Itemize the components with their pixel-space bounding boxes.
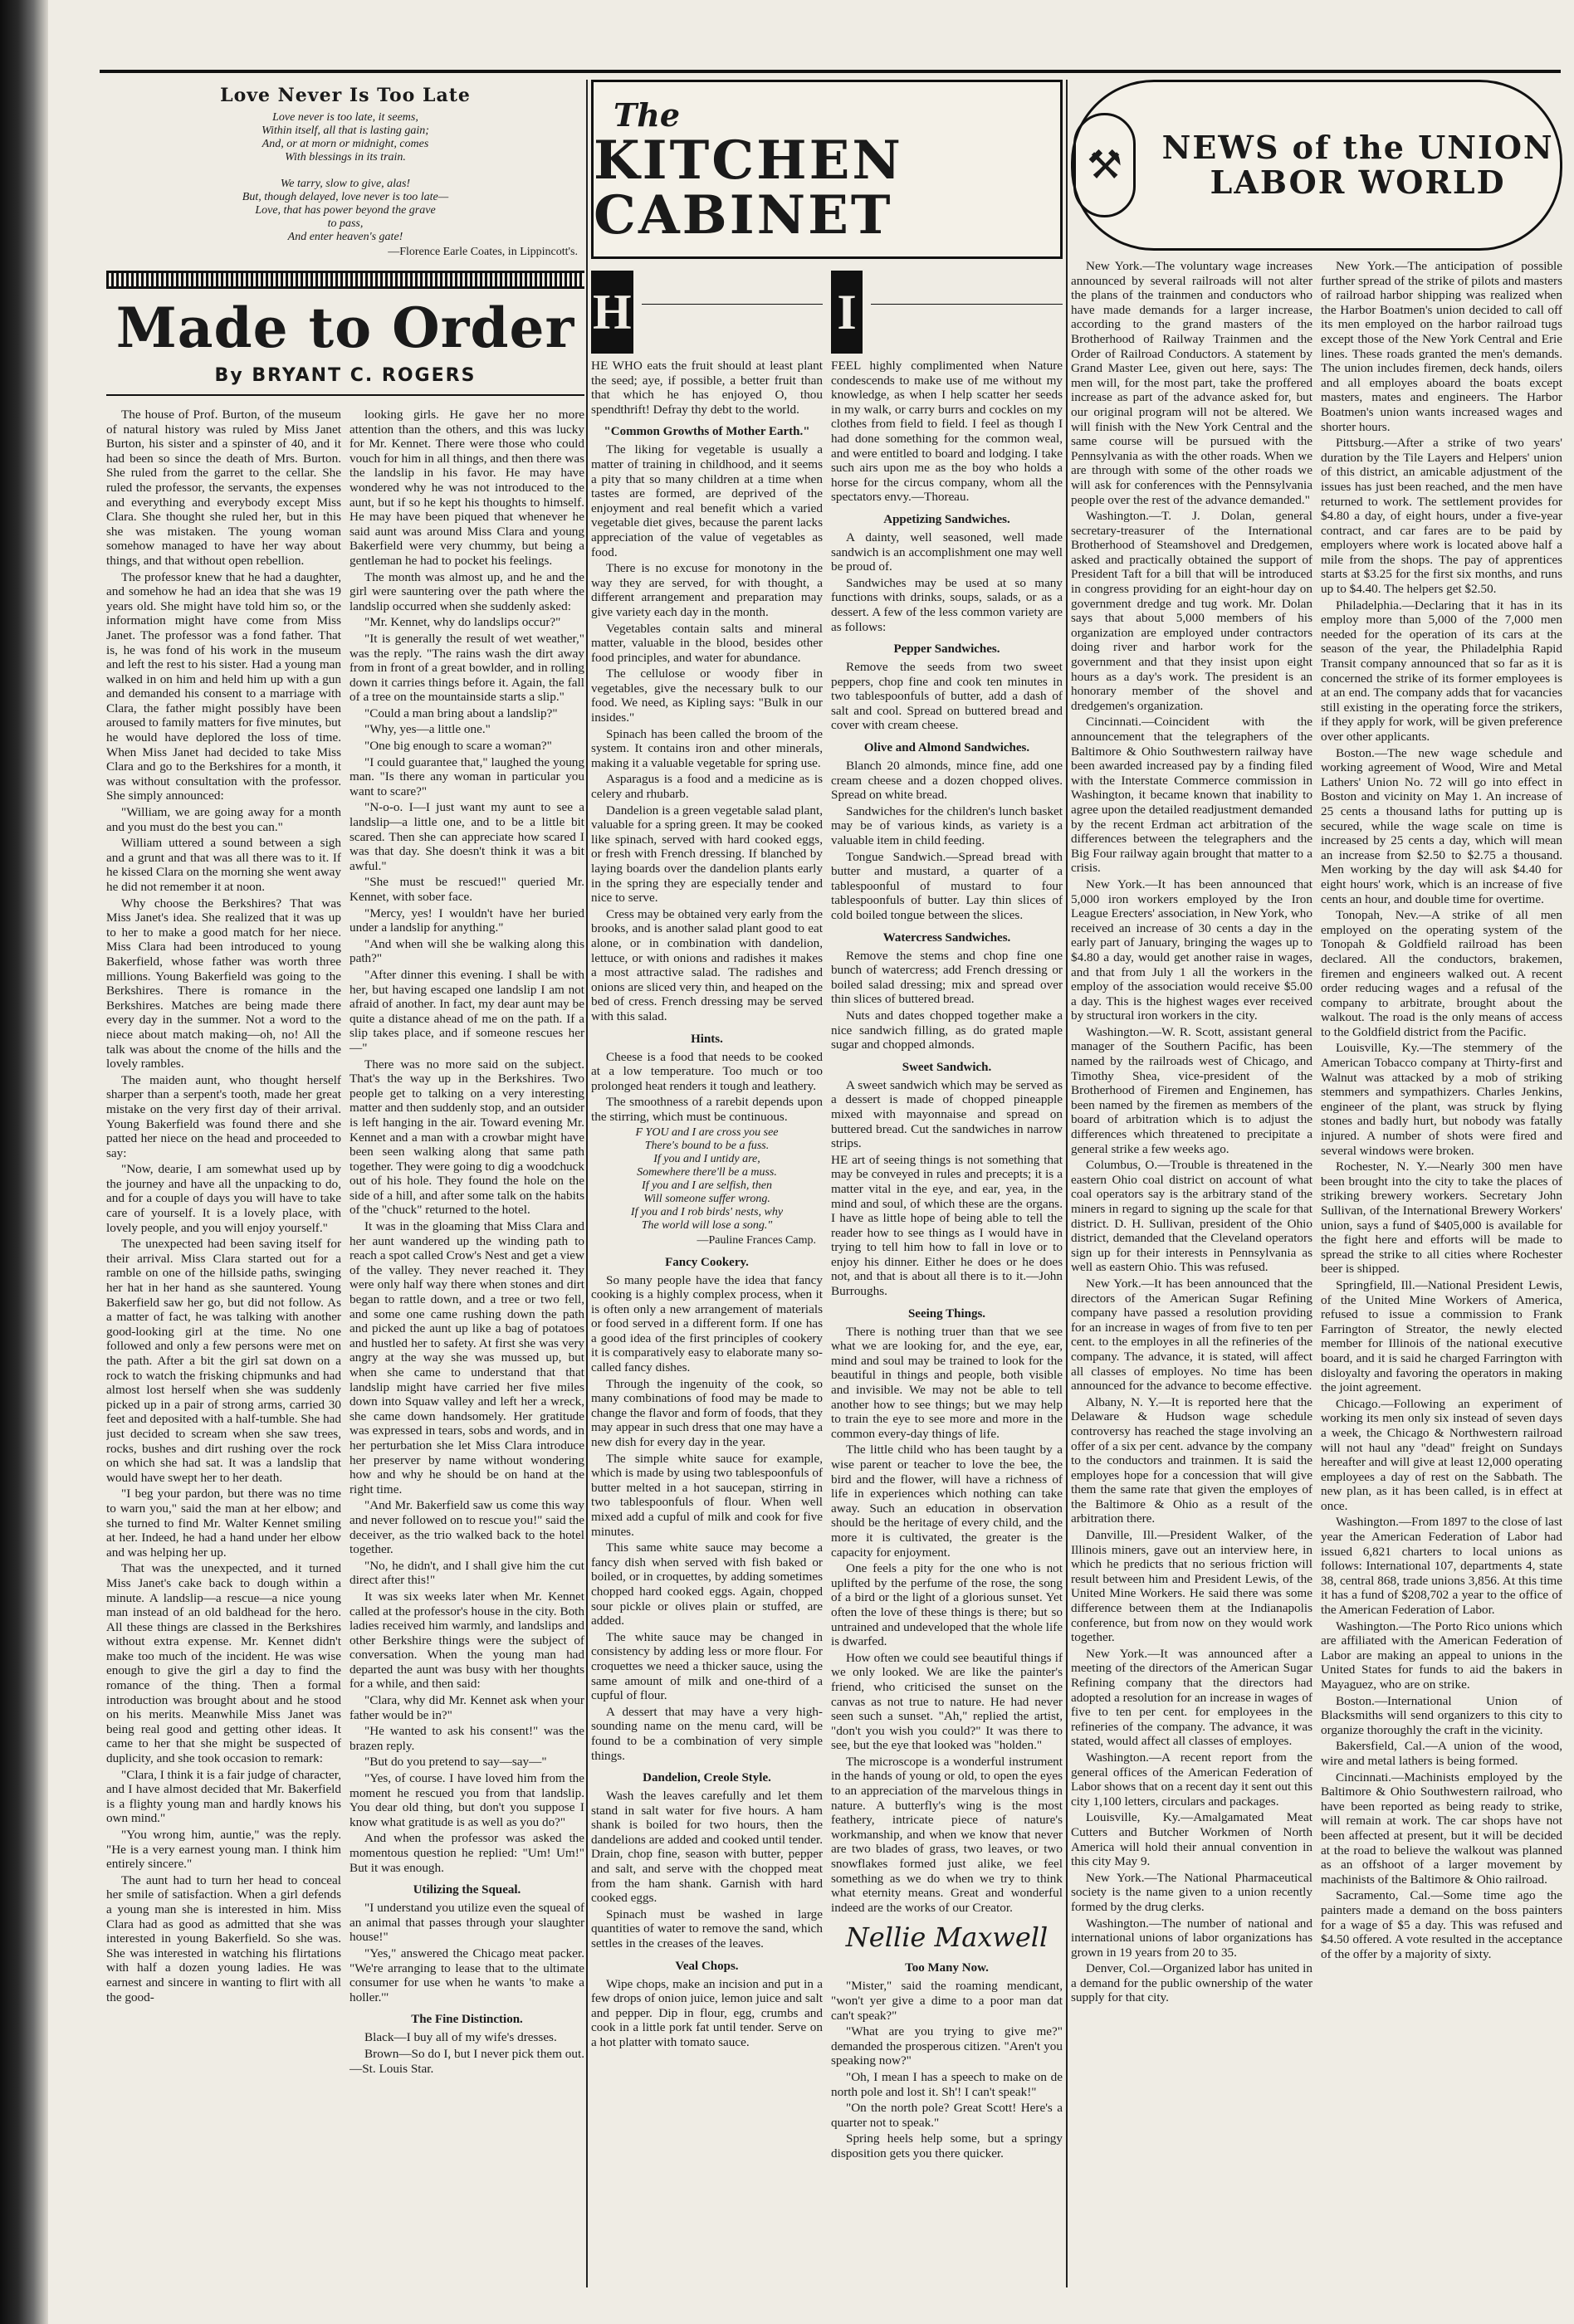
signature: Nellie Maxwell [845,1921,1049,1954]
kitchen-heading: Hints. [691,1032,723,1046]
toomany-paragraph: "On the north pole? Great Scott! Here's a quarter not to speak." [831,2101,1063,2130]
illustration-man-reading [642,271,823,305]
fine-heading: The Fine Distinction. [411,2013,523,2027]
globe-icon: ⚒ [1073,113,1136,217]
sandwich-paragraph: A dainty, well seasoned, well made sandwich is an accomplishment one may well be proud of. [831,530,1063,574]
union-item: Cincinnati.—Machinists employed by the Baltimore & Ohio Southwestern railroad, who have been reported as being ready to strike, will remain at work. The car shops have not been affected at present, but it will be decided at the road to believe the walkout was planned as an offshoot of a larger movement by machinists of the Baltimore & Ohio railroad. [1321,1770,1562,1887]
story-paragraph: "But do you pretend to say—say—" [364,1755,547,1770]
kitchen-text-a [591,266,823,2163]
story-paragraph: That was the unexpected, and it turned Miss Janet's cake back to dough within a minute. A landslip—a rescue—a nice young man instead of an old baldhead for the hero. All these things are classed in the Berkshires without extra expense. Mr. Kennet didn't make too much of the incident. He was wise enough to give the girl a day to find the romance of the thing. Then a formal introduction was brought about and he stood on his merits. Meanwhile Miss Janet was being real good and getting other ideas. It came to her that she might be suspected of duplicity, and she took occasion to remark: [106,1561,341,1766]
column-kitchen [591,80,1063,2287]
union-item: Boston.—International Union of Blacksmiths will send organizers to this city to organize thoroughly the craft in the vicinity. [1321,1693,1562,1737]
column-fiction [106,80,584,2287]
union-item: Pittsburg.—After a strike of two years' duration by the Tile Layers and Helpers' union of this district, an amicable adjustment of the issues has just been reached, and the men have returned to work. The settlement provides for $4.80 a day, of eight hours, under a five-year contract, and car fares are to be paid by employers where work is located above half a mile from the shops. The pay of apprentices starts at $3.25 for the first six months, and runs up to $4.40. The helpers get $2.50. [1321,436,1562,597]
story-paragraph: The house of Prof. Burton, of the museum of natural history was ruled by Miss Janet Burton, his sister and a spinster of 40, and it had been so since the death of Mrs. Burton. She ruled from the garret to the cellar. She ruled the professor, the servants, the expenses and everything and everybody except Miss Clara. She thought she ruled her, but in this she was mistaken. The young woman somehow managed to have her way about things, and that without open rebellion. [106,408,341,568]
seeing-paragraph: The microscope is a wonderful instrument in the hands of young or old, to open the eyes to an appreciation of the marvelous things in nature. A butterfly's wing is the most feathery, intricate piece of nature's workmanship, and when we know that never are two blades of grass, two leaves, or two snowflakes formed just alike, we feel something as we do when we try to think what eternity means. Great and wonderful indeed are the works of our Creator. [831,1754,1063,1915]
story-paragraph: And when the professor was asked the momentous question he replied: "Um! Um!" But it was enough. [350,1831,584,1875]
union-item: New York.—The National Pharmaceutical society is the name given to a union recently formed by the drug clerks. [1071,1870,1312,1914]
poem-title: Love Never Is Too Late [220,85,471,106]
watercress-heading: Watercress Sandwiches. [882,930,1011,945]
column-rule [586,80,588,2287]
olive-paragraph: Blanch 20 almonds, mince fine, add one cream cheese and a dozen chopped olives. Spread on white bread. [831,759,1063,803]
poem-credit: —Florence Earle Coates, in Lippincott's. [388,246,578,258]
union-item: New York.—The voluntary wage increases announced by several railroads will not alter the plans of the trainmen and conductors who have made demands for a larger increase, according to the grand masters of the Brotherhood of Railway Trainmen and the Order of Railroad Conductors. A statement by Grand Master Lee, given out here, says: The men will, for the most part, take the proffered increase as part of the advance asked for, but our original program will not be altered. We will finish with the New York Central and the same course will be pursued with the Pennsylvania as with the other roads. When we are through with some of the other roads we will ask for conferences with the Pennsylvania people over the rest of the advance demanded." [1071,259,1312,507]
toomany-paragraph: "Oh, I mean I has a speech to make on de north pole and lost it. Sh'! I can't speak!" [831,2069,1063,2099]
union-item: Danville, Ill.—President Walker, of the Illinois miners, gave out an interview here, in which he predicts that no serious friction will result between him and President Lewis, of the United Mine Workers. He said there was some difference between them at the Indianapolis conference, but from now on they would work together. [1071,1528,1312,1645]
union-item: New York.—It has been announced that the directors of the American Sugar Refining company have passed a resolution providing for an increase in wages of from five to ten per cent. to the employes in all the refineries of the company. The advance, it is stated, will affect all classes of employes. No time has been announced for the advance to become effective. [1071,1276,1312,1394]
squeal-paragraph: "Yes," answered the Chicago meat packer. "We're arranging to lease that to the ultimate consumer for use when he wants 'to make a holler.'" [350,1946,584,2004]
fancy-paragraph: Through the ingenuity of the cook, so many combinations of food may be made to change the flavor and form of foods, that they may appear in such dress that one may have a new dish for every day in the year. [591,1376,823,1450]
union-banner-title: NEWS of the UNION LABOR WORLD [1161,129,1554,201]
story-text-b [350,408,584,2077]
union-item: Chicago.—Following an experiment of working its men only six instead of seven days a week, the Chicago & Northwestern railroad will not haul any "dead" freight on Sundays hereafter and will give at least 12,000 operating employees a day of rest on the Sabbath. The new plan, as it has been called, is in effect at once. [1321,1396,1562,1513]
story-paragraph: "He wanted to ask his consent!" was the brazen reply. [350,1724,584,1753]
olive-paragraph: Tongue Sandwich.—Spread bread with butter and mustard, a quarter of a tablespoonful of mustard to four tablespoonfuls of butter. Lay thin slices of cold boiled tongue between the slices. [831,849,1063,922]
kitchen-heading: "Common Growths of Mother Earth." [604,425,810,439]
kitchen-paragraph: Asparagus is a food and a medicine as is celery and rhubarb. [591,772,823,802]
union-item: Washington.—The number of national and international unions of labor organizations has grown in 19 years from 20 to 35. [1071,1916,1312,1960]
story-paragraph: The unexpected had been saving itself for their arrival. Miss Clara started out for a ramble on one of the hillside paths, swinging her hat in her hand as she sauntered. Young Bakerfield saw her go, but did not follow. As a matter of fact, he was talking with another good-looking girl at the time. No one followed and only a few persons were met on the path. After a bit the girl sat down on a rock to watch the frisking chipmunks and had almost lost herself when she was suddenly picked up in a pair of strong arms, carried 30 feet and deposited with a half-tumble. She had just decided to scream when she saw trees, rocks, bushes and dirt rushing over the rock on which she had sat. It was a landslip that would have swept her to her death. [106,1237,341,1485]
union-banner [1071,80,1562,251]
story-paragraph: "And when will she be walking along this path?" [350,936,584,966]
sweet-heading: Sweet Sandwich. [902,1060,992,1074]
story-paragraph: There was no more said on the subject. That's the way up in the Berkshires. Two people get to talking on a very interesting matter and then suddenly stop, and an outsider is left hanging in the air. Toward evening Mr. Kennet and a man with a crowbar might have been seen walking along that same path together. They were going to dig a woodchuck out of his hole. They found the hole on the side of a hill, and after some talk on the habits of the "chuck" returned to the hotel. [350,1057,584,1218]
top-rule [100,70,1561,73]
story-paragraph: "Clara, I think it is a fair judge of character, and I have almost decided that Mr. Bakerfield is a flighty young man and hardly knows his own mind." [106,1767,341,1826]
story-paragraph: "Yes, of course. I have loved him from the moment he rescued you from that landslip. You dear old thing, but don't you suppose I know what gratitude is as well as you do?" [350,1771,584,1829]
kitchen-paragraph: There is no excuse for monotony in the way they are served, for with thought, a different arrangement and preparation may give variety each day in the month. [591,561,823,619]
story-paragraph: The aunt had to turn her head to conceal her smile of satisfaction. When a girl defends a young man she is interested in him. Miss Clara had as good as admitted that she was interested in young Bakerfield. So she was. She was interested in watching his flirtations with half a dozen young ladies. He was earnest and sincere in wanting to flirt with all the good- [106,1872,341,2004]
story-paragraph: "I beg your pardon, but there was no time to warn you," said the man at her elbow; and she turned to find Mr. Walter Kennet smiling at her. Indeed, he had a hand under her elbow and was helping her up. [106,1487,341,1560]
dandelion-heading: Dandelion, Creole Style. [643,1771,771,1785]
toomany-heading: Too Many Now. [905,1961,989,1975]
sandwich-heading: Appetizing Sandwiches. [883,512,1010,526]
story-paragraph: It was in the gloaming that Miss Clara and her aunt wandered up the winding path to reach a spot called Crow's Nest and get a view of the valley. They never reached it. They were only half way there when stones and dirt began to rattle down, and a tree or two fell, and some one came rushing down the path and picked the aunt up like a bag of potatoes and hustled her to safety. At first she was very angry at the way she was mussed up, but when she came to understand that that landslip might have carried her five miles down into Squaw valley and left her a wreck, she came down handsomely. Her gratitude was expressed in tears, sobs and words, and in her perturbation she let Miss Clara introduce her preserver by name without wondering how and why he should be on hand at the right time. [350,1219,584,1496]
union-item: New York.—It has been announced that 5,000 iron workers employed by the Iron League Erecters' association, in New York, who received an increase of 30 cents a day in the early part of January, bringing the wages up to $4.80 a day, would get another raise in wages, and that from July 1 all the workers in the employ of the association would receive $5.00 a day. This is the highest wages ever received by structural iron workers in the city. [1071,876,1312,1023]
union-item: Columbus, O.—Trouble is threatened in the eastern Ohio coal district on account of what coal operators say is the arbitrary stand of the miners in regard to signing up the scale for that district. D. H. Sullivan, president of the Ohio district, demanded that the Cleveland operators sign up for their interests in Pennsylvania as well as eastern Ohio. This was refused. [1071,1158,1312,1275]
story-paragraph: "She must be rescued!" queried Mr. Kennet, with sober face. [350,875,584,904]
fine-paragraph: Brown—So do I, but I never pick them out.—St. Louis Star. [350,2046,584,2076]
story-paragraph: "William, we are going away for a month and you must do the best you can." [106,805,341,834]
seeing-paragraph: The little child who has been taught by a wise parent or teacher to love the bee, the bird and the flower, will have a richness of life in experiences which nothing can take away. Such an education in observation should be the heritage of every child, and the more it is cultivated, the greater is the capacity for enjoyment. [831,1443,1063,1560]
union-item: Sacramento, Cal.—Some time ago the painters made a demand on the boss painters for a wage of $5 a day. This was refused and $4.50 offered. A vote resulted in the acceptance of the offer by a majority of sixty. [1321,1888,1562,1961]
union-item: Louisville, Ky.—The stemmery of the American Tobacco company at Thirty-first and Walnut was attacked by a mob of striking stemmers and sympathizers. Charles Jenkins, engineer of the plant, was struck by flying stones and badly hurt, but nobody was fatally injured. A number of shots were fired and several windows were broken. [1321,1041,1562,1158]
poem-lines: Love never is too late, it seems, Within itself, all that is lasting gain; And, or at morn or midnight, comes With blessings in its train. We tarry, slow to give, alas! But, though delayed, love never is too late— Love, that has power beyond the grave to pass, And enter heaven's gate! [242,111,449,243]
kitchen-banner-the: The [613,95,681,134]
union-item: Albany, N. Y.—It is reported here that the Delaware & Hudson wage schedule controversy has reached the stage involving an offer of a six per cent. advance by the company to the conductors and trainmen. It is said the employes hope for a concession that will give them the same rate that given the employes of the Baltimore & Ohio as a result of the arbitration there. [1071,1394,1312,1526]
story-paragraph: "No, he didn't, and I shall give him the cut direct after this!" [350,1558,584,1588]
kitchen-paragraph: Spinach has been called the broom of the system. It contains iron and other minerals, making it a valuable vegetable for spring use. [591,726,823,770]
union-item: Denver, Col.—Organized labor has united in a demand for the public ownership of the water supply for that city. [1071,1961,1312,2005]
drop-cap-i: I [831,271,863,354]
story-paragraph: "Now, dearie, I am somewhat used up by the journey and have all the unpacking to do, and for a couple of days you will have to take care of yourself. It is a lovely place, with lovely people, and you will enjoy yourself." [106,1162,341,1235]
union-item: Bakersfield, Cal.—A union of the wood, wire and metal lathers is being formed. [1321,1739,1562,1768]
fancy-paragraph: The white sauce may be changed in consistency by adding less or more flour. For croquettes we need a thicker sauce, using the same amount of milk and one-third of a cupful of flour. [591,1629,823,1703]
kitchen-paragraph: Cheese is a food that needs to be cooked at a low temperature. Too much or too prolonged heat renders it tough and leathery. [591,1049,823,1093]
poem-box [106,85,584,259]
column-union [1071,80,1562,2287]
story-paragraph: "Could a man bring about a landslip?" [364,706,558,720]
story-paragraph: "Clara, why did Mr. Kennet ask when your father would be in?" [350,1693,584,1722]
kitchen-paragraph: The liking for vegetable is usually a matter of training in childhood, and it seems a pity that so many children at a time when tastes are formed, are deprived of the enjoyment and real benefit which a varied vegetable diet gives, because the parent lacks appreciation of the value of vegetables as food. [591,442,823,559]
toomany-paragraph: Spring heels help some, but a springy disposition gets you there quicker. [831,2131,1063,2160]
union-text-b [1321,259,1562,2007]
union-item: Rochester, N. Y.—Nearly 300 men have been brought into the city to take the places of striking brewery workers. Secretary John Sullivan, of the International Brewery Workers' union, says a fund of $405,000 is available for the fight here and efforts will be made to spread the strike to all cities where Rochester beer is shipped. [1321,1160,1562,1277]
illustration-field [871,271,1063,305]
story-paragraph: "Mr. Kennet, why do landslips occur?" [364,615,561,630]
kitchen-text-b [831,266,1063,2163]
story-paragraph: "And Mr. Bakerfield saw us come this way and never followed on to rescue you!" said the deceiver, as the trio walked back to the hotel together. [350,1498,584,1557]
kitchen-paragraph: Cress may be obtained very early from the brooks, and is another salad plant good to eat alone, or in combination with dandelion, lettuce, or with onions and radishes it makes a most attractive salad. The radishes and onions are sliced very thin, and heaped on the bed of cress. French dressing may be served with this salad. [591,906,823,1023]
kitchen-intro-left: HE WHO eats the fruit should at least plant the seed; aye, if possible, a better fruit than that which he has enjoyed O, thou spendthrift! Defray thy debt to the world. [591,359,823,417]
story-paragraph: The month was almost up, and he and the girl were sauntering over the path where the landslip occurred when she suddenly asked: [350,569,584,613]
sandwich-paragraph: Sandwiches may be used at so many functions with drinks, soups, salads, or as a dessert. A few of the less common variety are as follows: [831,575,1063,634]
union-item: Cincinnati.—Coincident with the announcement that the telegraphers of the Baltimore & Ohio Southwestern railway have been awarded increased pay by a finding filed with the Interstate Commerce commission in Washington, it became known that inability to agree upon the detailed readjustment demanded by the recent Erdman act arbitration of the differences between the telegraphers and the Big Four railway again brought that matter to a crisis. [1071,715,1312,876]
union-item: Washington.—The Porto Rico unions which are affiliated with the American Federation of Labor are making an appeal to unions in the United States for funds to aid the bakers in Mayaguez, who are on strike. [1321,1618,1562,1692]
story-paragraph: William uttered a sound between a sigh and a grunt and that was all there was to it. If he kissed Clara on the morning she went away he did not remember it at noon. [106,836,341,894]
sweet-paragraph: A sweet sandwich which may be served as a dessert is made of chopped pineapple mixed with mayonnaise and spread on buttered bread. Cut the sandwiches in narrow strips. [831,1077,1063,1151]
watercress-paragraph: Remove the stems and chop fine one bunch of watercress; add French dressing or boiled salad dressing; mix and spread over thin slices of buttered bread. [831,948,1063,1007]
fancy-heading: Fancy Cookery. [665,1255,749,1269]
story-paragraph: "One big enough to scare a woman?" [364,739,552,754]
story-paragraph: "I could guarantee that," laughed the young man. "Is there any woman in particular you want to scare?" [350,754,584,798]
kitchen-banner-title: KITCHEN CABINET [594,129,903,247]
ornamental-rule [106,271,584,289]
seeing-heading: Seeing Things. [907,1306,986,1321]
dandelion-paragraph: Wash the leaves carefully and let them stand in salt water for five hours. A ham shank is boiled for two hours, then the dandelions are added and cooked until tender. Drain, chop fine, season with butter, pepper and salt, and serve with the chopped meat from the ham shank. Garnish with hard cooked eggs. [591,1789,823,1906]
union-item: Washington.—A recent report from the general offices of the American Federation of Labor shows that on a recent day it sent out this city 1,100 letters, circulars and packages. [1071,1750,1312,1809]
spinach-paragraph: Spinach must be washed in large quantities of water to remove the sand, which settles in the creases of the leaves. [591,1907,823,1951]
fancy-paragraph: This same white sauce may become a fancy dish when served with fish baked or boiled, or in croquettes, by adding sometimes chopped hard cooked eggs. Again, chopped sour pickle or olives plain or stuffed, are added. [591,1540,823,1628]
pepper-heading: Pepper Sandwiches. [893,642,1000,657]
story-paragraph: "Why, yes—a little one." [364,722,491,737]
union-item: Washington.—From 1897 to the close of last year the American Federation of Labor had issued 6,821 charters to local unions as follows: International 107, departments 4, state 38, central 868, trade unions 3,856. At this time it has a fund of $208,702 a year to the office of the American Federation of Labor. [1321,1515,1562,1618]
veal-paragraph: Wipe chops, make an incision and put in a few drops of onion juice, lemon juice and salt and pepper. Dip in flour, egg, crumbs and cook in a little pork fat until tender. Serve on a hot platter with tomato sauce. [591,1976,823,2049]
toomany-paragraph: "Mister," said the roaming mendicant, "won't yer give a dime to a poor man dat can't speak?" [831,1979,1063,2023]
seeing-paragraph: One feels a pity for the one who is not uplifted by the perfume of the rose, the song of a bird or the light of a glorious sunset. Yet often the love of these things is there; but so untrained and undeveloped that the whole life is dwarfed. [831,1561,1063,1649]
kitchen-paragraph: The cellulose or woody fiber in vegetables, give the necessary bulk to our food. We need, as Kipling says: "Bulk in our insides." [591,666,823,725]
kitchen-paragraph: Vegetables contain salts and mineral matter, valuable in the blood, besides other food principles, and water for abundance. [591,621,823,665]
burroughs-quote: HE art of seeing things is not something that may be conveyed in rules and precepts; it is a matter vital in the eye, and ear, yea, in the mind and soul, of which these are the organs. I have as little hope of being able to tell the reader how to see things as I would have in trying to tell him how to fall in love or to enjoy his dinner. Either he does or he does not, and that is about all there is to it.—John Burroughs. [831,1152,1063,1299]
watercress-paragraph: Nuts and dates chopped together make a nice sandwich filling, as do grated maple sugar and chopped almonds. [831,1008,1063,1052]
union-item: Boston.—The new wage schedule and working agreement of Wood, Wire and Metal Lathers' Union No. 72 will go into effect in Boston and vicinity on May 1. An increase of 25 cents a thousand laths for putting up is secured, while the wage scale on time is increased by 25 cents a day, which will mean an increase from $2.50 to $2.75 a thousand. Men working by the day will ask $4.40 for eight hours' work, which is an increase of five cents an hour, and double time for overtime. [1321,745,1562,906]
story-paragraph: The maiden aunt, who thought herself sharper than a serpent's tooth, made her great mistake on the very first day of their arrival. Young Bakerfield was found there and she patted her niece on the head and proceeded to say: [106,1072,341,1160]
fancy-paragraph: So many people have the idea that fancy cooking is a highly complex process, when it is often only a new arrangement of materials or food served in a different form. If one has a good idea of the first principles of cookery it is comparatively easy to elaborate many so-called fancy dishes. [591,1272,823,1375]
story-paragraph: "N-o-o. I—I just want my aunt to see a landslip—a little one, and to be a little bit scared. Then she can appreciate how scared I was that day. She doesn't think it was a bit awful." [350,800,584,873]
story-paragraph: looking girls. He gave her no more attention than the others, and this was lucky for Mr. Kennet. There were those who could vouch for him in all things, and then there was the landslip in his favor. He may have wondered why he was not introduced to the aunt, but if so he kept his thoughts to himself. He may have been piqued that whenever he said aunt was around Miss Clara and young Bakerfield were very chummy, but being a gentleman he had to pocket his feelings. [350,408,584,568]
toomany-paragraph: "What are you trying to give me?" demanded the prosperous citizen. "Aren't you speaking now?" [831,2024,1063,2068]
pepper-paragraph: Remove the seeds from two sweet peppers, chop fine and cook ten minutes in two tablespoonfuls of butter, add a dash of salt and cool. Spread on buttered bread and cover with cream cheese. [831,660,1063,733]
story-title: Made to Order [115,295,575,360]
kitchen-paragraph: Dandelion is a green vegetable salad plant, valuable for a spring green. It may be cooked like spinach, served with hard cooked eggs, or fresh with French dressing. If blanched by laying boards over the dandelion plants early in the spring they are especially tender and nice to serve. [591,803,823,906]
veal-heading: Veal Chops. [675,1959,739,1973]
story-text-a [106,408,341,2077]
union-item: New York.—It was announced after a meeting of the directors of the American Sugar Refining company that the directors had adopted a resolution for an increase in wages of five to ten per cent. for employees in the refineries of the company. The advance, it was stated, would affect all classes of employes. [1071,1646,1312,1749]
story-paragraph: "After dinner this evening. I shall be with her, but having escaped one landslip I am not afraid of another. In fact, my dear aunt may be quite a distance ahead of me on the path. If a slip takes place, and if someone rescues her—" [350,967,584,1055]
fancy-paragraph: A dessert that may have a very high-sounding name on the menu card, will be found to be a combination of very simple things. [591,1704,823,1763]
story-paragraph: It was six weeks later when Mr. Kennet called at the professor's house in the city. Both ladies received him warmly, and landslips and other Berkshire things were the subject of conversation. When the young man had departed the aunt was busy with her thoughts for a while, and then said: [350,1589,584,1692]
kitchen-poem-credit: —Pauline Frances Camp. [697,1233,816,1247]
kitchen-intro-right: FEEL highly complimented when Nature condescends to make use of me without my knowledge, as when I help scatter her seeds in my walk, or carry burrs and cockles on my clothes from field to field. I feel as though I had done something for the common weal, and were entitled to board and lodging. I take such airs upon me as the boy who holds a horse for the circus company, whom all the spectators envy.—Thoreau. [831,359,1063,505]
fancy-paragraph: The simple white sauce for example, which is made by using two tablespoonfuls of butter melted in a hot saucepan, stirring in two tablespoonfuls of flour. When well mixed add a cupful of milk and cook for five minutes. [591,1451,823,1539]
scan-left-edge [0,0,48,2324]
story-byline: By BRYANT C. ROGERS [106,365,584,396]
olive-heading: Olive and Almond Sandwiches. [863,741,1030,755]
squeal-heading: Utilizing the Squeal. [413,1883,521,1897]
column-rule [1066,80,1068,2287]
drop-cap-h: H [591,271,633,354]
union-item: Washington.—T. J. Dolan, general secretary-treasurer of the International Brotherhood of Steamshovel and Dredgemen, asked and practically obtained the support of President Taft for a bill that will be introduced in congress providing for an eight-hour day on government dredge and tug work. Mr. Dolan says that about 5,000 members of his organization are employed under contractors doing river and harbor work for the government and that they insist upon eight hours as a day's work. The president is an honorary member of the shovel and dredgemen's organization. [1071,509,1312,713]
story-paragraph: "Mercy, yes! I wouldn't have her buried under a landslip for anything." [350,906,584,935]
story-paragraph: "It is generally the result of wet weather," was the reply. "The rains wash the dirt away from in front of a great bowlder, and in rolling down it carries things before it. Again, the fall of a tree on the mountainside starts a slip." [350,631,584,705]
union-item: Washington.—W. R. Scott, assistant general manager of the Southern Pacific, has been named by the railroads west of Chicago, and Timothy Shea, vice-president of the Brotherhood of Firemen and Enginemen, has been named by the firemen as members of the board of arbitration which is to adjust the differences which threatened to precipitate a general strike a few weeks ago. [1071,1024,1312,1156]
kitchen-poem: F YOU and I are cross you see There's bound to be a fuss. If you and I untidy are, Somewhere there'll be a muss. If you and I are selfish, then Will someone suffer wrong. If you and I rob birds' nests, why The world will lose a song." [630,1125,784,1232]
story-paragraph: The professor knew that he had a daughter, and somehow he had an idea that she was 19 years old. She might have told him so, or the information might have come from Miss Janet. The professor was a fond father. That is, he was fond of his work in the museum and left the rest to his sister. Had a young man walked in on him and held him up with a gun and demanded his consent to a marriage with Clara, the father might possibly have been aroused to family matters for five minutes, but he would have deplored the loss of time. When Miss Janet had decided to take Miss Clara and go to the Berkshires for a month, it was without consultation with the professor. She simply announced: [106,569,341,803]
union-item: New York.—The anticipation of possible further spread of the strike of pilots and masters of railroad harbor shipping was realized when the Harbor Boatmen's union decided to call off its men employed on the harbor railroad tugs except those of the New York Central and Erie lines. These roads granted the men's demands. The union includes firemen, deck hands, oilers and all employes aboard the boats except masters, mates and engineers. The Harbor Boatmen's union wants increased wages and shorter hours. [1321,259,1562,434]
union-item: Springfield, Ill.—National President Lewis, of the United Mine Workers of America, refused to issue a commission to Frank Farrington of Streator, the newly elected member for Illinois of the national executive board, and it is said he charged Farrington with disloyalty and favoring the operators in making the joint agreement. [1321,1277,1562,1395]
squeal-paragraph: "I understand you utilize even the squeal of an animal that passes through your slaughter house!" [350,1901,584,1945]
union-item: Philadelphia.—Declaring that it has in its employ more than 5,000 of the 7,000 men needed for the operation of its cars at the season of the year, the Philadelphia Rapid Transit company announced that so far as it is concerned the strike of its former employees is at an end. The company adds that for vacancies still existing in the operating force the strikers, if they apply for work, will be given preference over other applicants. [1321,598,1562,744]
story-paragraph: Why choose the Berkshires? That was Miss Janet's idea. She realized that it was up to her to make a good match for her niece. Miss Clara had been introduced to young Bakerfield, whose father was worth three millions. Young Bakerfield was going to the Berkshires. There is romance in the Berkshires. Matches are being made there every day in the summer. Not a word to the niece about match making—oh, no! All the talk was about the cnome of the hills and the lovely rambles. [106,896,341,1072]
union-item: Tonopah, Nev.—A strike of all men employed on the operating system of the Tonopah & Goldfield railroad has been declared. All the conductors, brakemen, firemen and engineers walked out. A recent order reducing wages and a refusal of the company to arbitrate, brought about the walkout. The road is the only means of access to the Goldfield district from the Pacific. [1321,908,1562,1039]
seeing-paragraph: There is nothing truer than that we see what we are looking for, and the eye, ear, mind and soul may be trained to look for the beautiful in things and people, both visible and invisible. We may not be able to tell another how to see things; but we may help to train the eye to see more and more in the common every-day things of life. [831,1324,1063,1441]
olive-paragraph: Sandwiches for the children's lunch basket may be of various kinds, as variety is a valuable item in child feeding. [831,803,1063,848]
fine-paragraph: Black—I buy all of my wife's dresses. [364,2030,557,2045]
story-paragraph: "You wrong him, auntie," was the reply. "He is a very earnest young man. I think him entirely sincere." [106,1828,341,1872]
union-item: Louisville, Ky.—Amalgamated Meat Cutters and Butcher Workmen of North America will hold their annual convention in this city May 9. [1071,1810,1312,1869]
union-text-a [1071,259,1312,2007]
kitchen-banner [591,80,1063,259]
kitchen-paragraph: The smoothness of a rarebit depends upon the stirring, which must be continuous. [591,1095,823,1124]
seeing-paragraph: How often we could see beautiful things if we only looked. We are like the painter's friend, who criticised the sunset on the canvas as not true to nature. He had never seen such a sunset. "Ah," replied the artist, "don't you wish you could?" It was there to see, but the eye that looked was "holden." [831,1650,1063,1753]
